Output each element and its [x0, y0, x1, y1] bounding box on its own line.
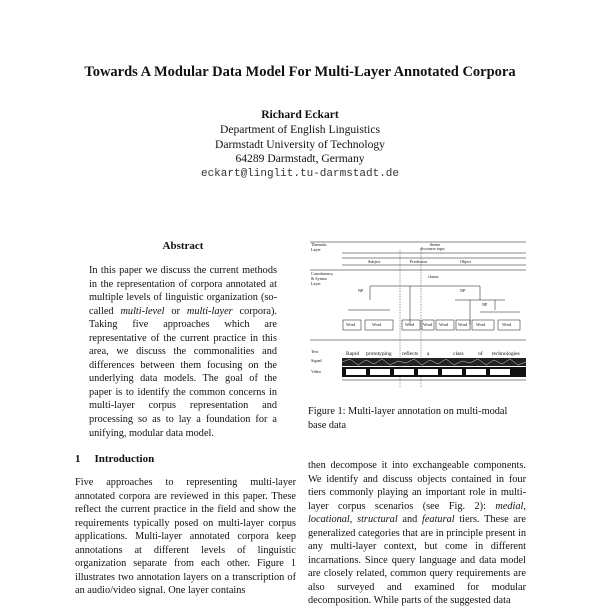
fig-label-thematic: Thematic [311, 242, 327, 247]
fig-word-4: a [427, 351, 430, 357]
right-em-locational: locational [308, 514, 350, 526]
fig-label-obj-top: Object [460, 259, 472, 264]
right-sep3: and [397, 514, 422, 526]
fig-base-text: Text [311, 349, 319, 354]
fig-label-clause: clause [428, 274, 439, 279]
abstract-part1: In this paper we discuss the current methods in the representation of corpora annotated at multiple levels of linguistic organization (so-called [89, 265, 277, 317]
author-univ: Darmstadt University of Technology [215, 137, 385, 151]
author-block [0, 108, 600, 182]
section-title: Introduction [94, 453, 155, 465]
fig-label-pred-top: Predicator [410, 259, 428, 264]
fig-word-5: class [453, 351, 464, 357]
fig-base-video: Video [311, 369, 321, 374]
fig-word-7: technologies [492, 351, 520, 357]
fig-label-layer1: Layer [311, 247, 321, 252]
right-part1: then decompose it into exchangeable components. We identify and discuss objects contained in four tiers commonly playing an important role in multi-layer corpus scenarios (see Fig. 2): [308, 460, 526, 512]
fig-word-box-3: Word [405, 322, 415, 327]
fig-label-np3: NP [482, 302, 488, 307]
fig-base-signal: Signal [311, 358, 322, 363]
right-part2: tiers. These are generalized categories that are in principle present in any multi-layer context, but come in different incarnations. Since query language and data model are closely related, common query requirements are also surveyed and examined for modular decomposition. While parts of the suggested data [308, 514, 527, 607]
abstract-heading: Abstract [162, 240, 204, 252]
fig-label-np1: NP [358, 288, 364, 293]
fig-label-syntax: & Syntax [311, 276, 327, 281]
intro-heading [75, 453, 154, 465]
fig-label-theme: theme [430, 242, 441, 247]
fig-word-3: reflects [402, 351, 419, 357]
figure-1-caption: Figure 1: Multi-layer annotation on multi-modal base data [308, 406, 508, 431]
abstract-part3: corpora). Taking five approaches which are representative of the current practice in this area, we discuss the commonalities and differences between them focusing on the underlying data models. The goal of the paper is to identify the common concerns in multi-layer corpus representation and processing so as to lay a foundation for a unifying, modular data model. [89, 305, 277, 439]
fig-label-theme2: discourse topic [420, 246, 446, 251]
right-column-text [308, 459, 526, 608]
fig-word-1: Rapid [346, 351, 360, 357]
right-em-featural: featural [421, 514, 455, 526]
fig-word-box-7: Word [476, 322, 486, 327]
right-sep2: , [349, 514, 358, 526]
intro-text: Five approaches to representing multi-layer annotated corpora are reviewed in this paper. These reflect the current practice in the field and show the requirements typically posed on multi-layer corpus applications. Multi-layer annotated corpora keep annotations at different levels of linguistic organization separate from each other. Figure 1 illustrates two annotation layers on a transcription of an audio/video signal. One layer contains [75, 477, 296, 597]
fig-word-2: prototyping [366, 351, 392, 357]
fig-word-box-2: Word [372, 322, 382, 327]
author-dept: Department of English Linguistics [219, 122, 381, 136]
right-sep1: , [523, 500, 526, 512]
author-email: eckart@linglit.tu-darmstadt.de [200, 168, 400, 181]
fig-word-box-5: Word [439, 322, 449, 327]
abstract-em-multilayer: multi-layer [186, 305, 233, 317]
fig-word-box-4: Word [423, 322, 433, 327]
fig-label-layer2: Layer [311, 281, 321, 286]
author-city: 64289 Darmstadt, Germany [235, 152, 365, 166]
right-em-structural: structural [357, 514, 398, 526]
section-number: 1 [75, 453, 81, 465]
abstract-em-multilevel: multi-level [120, 305, 165, 317]
author-name: Richard Eckart [261, 108, 339, 121]
right-em-medial: medial [495, 500, 524, 512]
fig-label-constituency: Constituency [311, 271, 334, 276]
abstract-text [89, 264, 277, 440]
paper-title: Towards A Modular Data Model For Multi-Layer Annotated Corpora [84, 64, 516, 80]
fig-word-6: of [478, 351, 483, 357]
abstract-part2: or [164, 305, 187, 317]
fig-label-subj-top: Subject [368, 259, 381, 264]
figure-1-diagram [310, 240, 528, 390]
fig-word-box-1: Word [346, 322, 356, 327]
fig-word-box-8: Word [502, 322, 512, 327]
fig-word-box-6: Word [458, 322, 468, 327]
fig-label-np2: NP [460, 288, 466, 293]
